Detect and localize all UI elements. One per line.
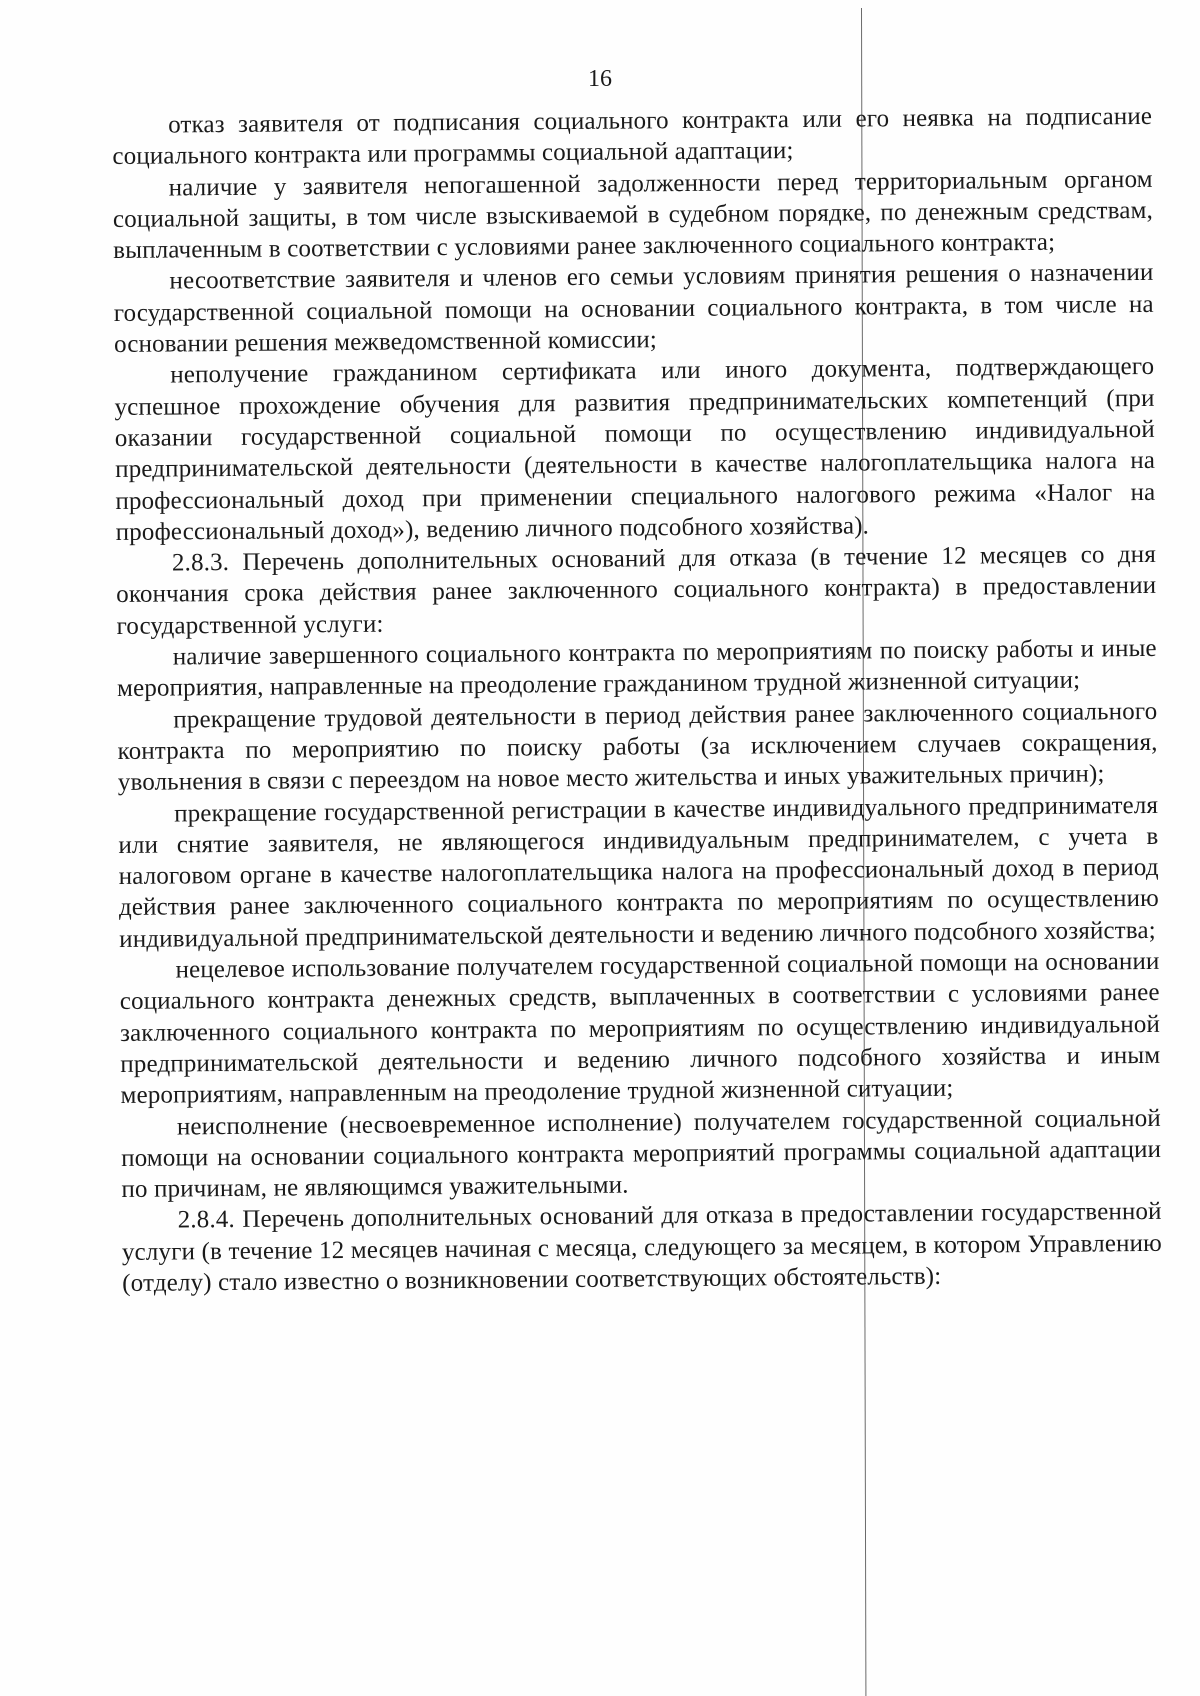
paragraph-termination-of-registration: прекращение государственной регистрации в качестве индивидуального предпринимателя или снятие заявителя, не являющегося индивидуальным предпринимателем, с учета в налоговом органе в качестве налогоплательщика налога на профессиональный доход в период действия ранее заключенного социального контракта по мероприятиям по осуществлению индивидуальной предпринимательской деятельности и ведению личного подсобного хозяйства; (118, 791, 1160, 953)
paragraph-outstanding-debt: наличие у заявителя непогашенной задолженности перед территориальным органом социальной защиты, в том числе взыскиваемой в судебном порядке, по денежным средствам, выплаченным в соответствии с условиями ранее заключенного социального контракта; (112, 165, 1154, 265)
paragraph-section-2-8-3: 2.8.3. Перечень дополнительных оснований для отказа (в течение 12 месяцев со дня окончания срока действия ранее заключенного социального контракта) в предоставлении государственной услуги: (116, 541, 1157, 640)
paragraph-section-2-8-4: 2.8.4. Перечень дополнительных оснований для отказа в предоставлении государственной услуги (в течение 12 месяцев начиная с месяца, следующего за месяцем, в котором Управлению (отделу) стало известно о возникновении соответствующих обстоятельств): (121, 1198, 1163, 1297)
paragraph-nonfulfillment: неисполнение (несвоевременное исполнение) получателем государственной социальной помощи на основании социального контракта мероприятий программы социальной адаптации по причинам, не являющимся уважительными. (121, 1104, 1162, 1204)
paragraph-termination-of-work: прекращение трудовой деятельности в период действия ранее заключенного социального контракта по мероприятию по поиску работы (за исключением случаев сокращения, увольнения в связи с переездом на новое место жительства и иных уважительных причин); (117, 697, 1158, 797)
page-number: 16 (588, 66, 612, 92)
paragraph-completed-contract: наличие завершенного социального контракта по мероприятиям по поиску работы и иные мероприятия, направленные на преодоление гражданином трудной жизненной ситуации; (116, 634, 1157, 703)
paragraph-nonconformity: несоответствие заявителя и членов его семьи условиям принятия решения о назначении государственной социальной помощи на основании социального контракта, в том числе на основании решения межведомственной комиссии; (113, 259, 1154, 359)
paragraph-misuse-of-funds: нецелевое использование получателем государственной социальной помощи на основании социального контракта денежных средств, выплаченных в соответствии с условиями ранее заключенного социального контракта по мероприятиям по осуществлению индивидуальной предпринимательской деятельности и ведению личного подсобного хозяйства и иным мероприятиям, направленным на преодоление трудной жизненной ситуации; (119, 947, 1161, 1110)
document-body (112, 101, 1162, 1299)
paragraph-refusal-to-sign: отказ заявителя от подписания социального контракта или его неявка на подписание социального контракта или программы социальной адаптации; (112, 102, 1153, 171)
paragraph-no-certificate: неполучение гражданином сертификата или иного документа, подтверждающего успешное прохождение обучения для развития предпринимательских компетенций (при оказании государственной социальной помощи по осуществлению индивидуальной предпринимательской деятельности (деятельности в качестве налогоплательщика налога на профессиональный доход при применении специального налогового режима «Налог на профессиональный доход»), ведению личного подсобного хозяйства). (114, 353, 1156, 546)
